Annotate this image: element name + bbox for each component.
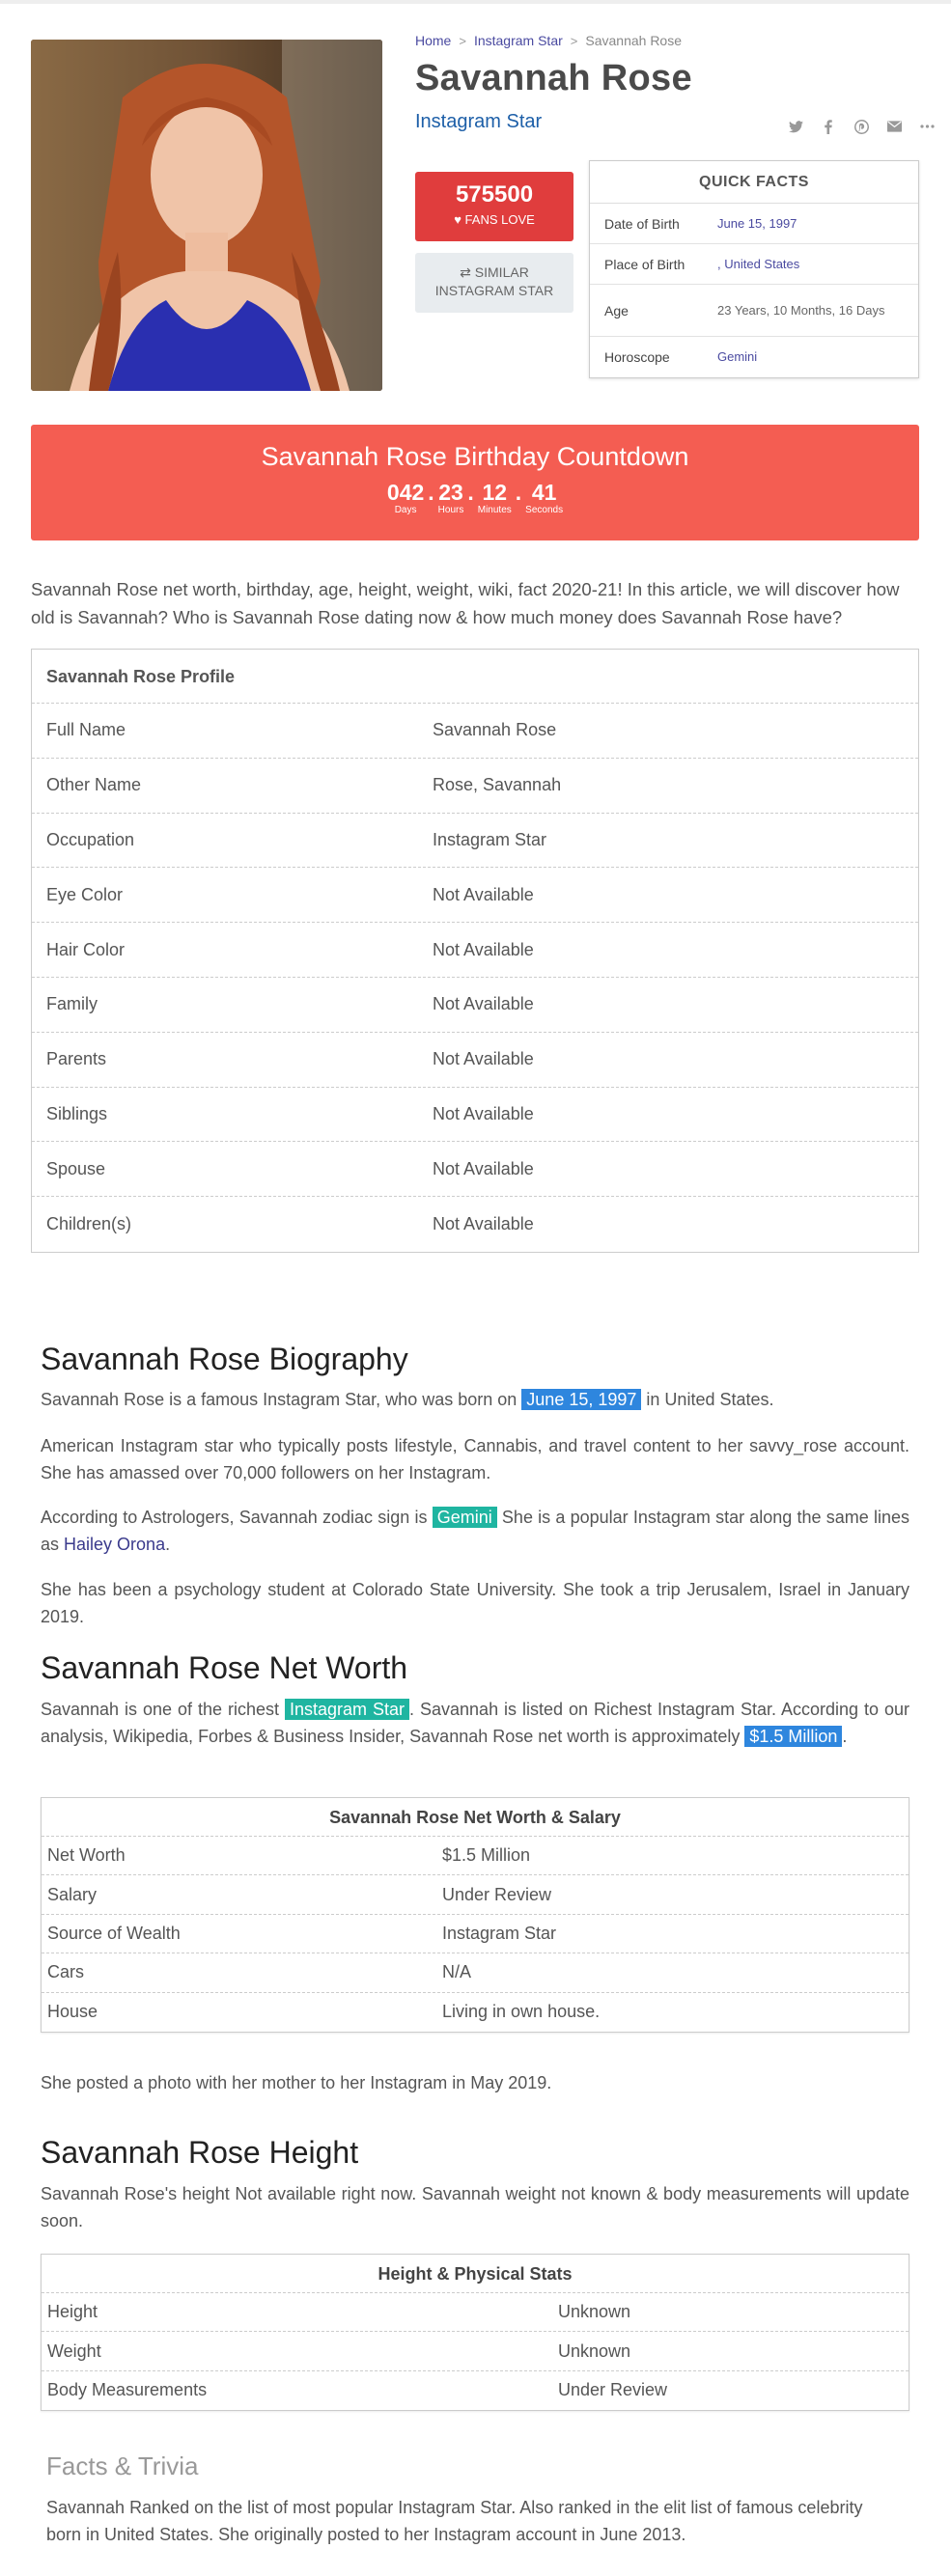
countdown-minutes-label: Minutes (477, 505, 512, 515)
table-row (32, 1088, 918, 1143)
fact-row-horoscope (590, 337, 918, 377)
fans-count: 575500 (455, 181, 534, 208)
row-label: Full Name (46, 720, 126, 740)
intro-paragraph: Savannah Rose net worth, birthday, age, height, weight, wiki, fact 2020-21! In this article, we will discover how old is Savannah? Who is Savannah Rose dating now & how much money does Savannah Rose have? (31, 579, 900, 627)
fact-value-age: 23 Years, 10 Months, 16 Days (717, 302, 885, 318)
breadcrumb-home-link[interactable]: Home (415, 33, 452, 48)
table-row (32, 759, 918, 814)
row-value: Unknown (558, 2341, 631, 2361)
row-label: Eye Color (46, 884, 124, 904)
page-title: Savannah Rose (415, 58, 692, 98)
row-value: Instagram Star (442, 1923, 557, 1943)
fact-label: Age (604, 302, 629, 319)
row-label: Salary (47, 1884, 98, 1904)
countdown-seconds (525, 480, 563, 515)
quick-facts-title: QUICK FACTS (590, 161, 918, 204)
countdown-hours-value: 23 (438, 480, 463, 505)
birthdate-highlight: June 15, 1997 (521, 1389, 641, 1410)
table-row (32, 704, 918, 759)
row-value: Under Review (442, 1884, 552, 1904)
quick-facts-box (589, 160, 919, 378)
fact-label: Horoscope (604, 349, 670, 365)
row-value: Not Available (433, 1103, 534, 1123)
zodiac-highlight: Gemini (433, 1507, 497, 1528)
fans-label-row (415, 212, 573, 227)
biography-p2: American Instagram star who typically posts lifestyle, Cannabis, and travel content to her savvy_rose account. She has amassed over 70,000 followers on her Instagram. (41, 1436, 909, 1482)
profession-link[interactable]: Instagram Star (415, 111, 543, 132)
row-label: Family (46, 994, 98, 1014)
profession-tag-link[interactable]: Instagram Star (285, 1699, 409, 1720)
table-row (32, 1142, 918, 1197)
row-label: Children(s) (46, 1214, 132, 1234)
row-label: Body Measurements (47, 2380, 208, 2400)
row-value: Not Available (433, 1158, 534, 1178)
row-value: Under Review (558, 2380, 668, 2400)
row-value: Rose, Savannah (433, 775, 562, 795)
networth-text: . Savannah is listed on Richest Instagram Star. According to our analysis, Wikipedia, Forbes & Business Insider, Savannah Rose net worth is approximately (41, 1700, 910, 1746)
height-paragraph: Savannah Rose's height Not available right now. Savannah weight not known & body measurements will update soon. (41, 2184, 909, 2230)
countdown-hours (438, 480, 464, 515)
fact-value-dob-link[interactable]: June 15, 1997 (717, 215, 797, 231)
similar-instagram-star-button[interactable] (415, 253, 573, 313)
row-label: Hair Color (46, 939, 126, 959)
more-icon[interactable] (918, 118, 936, 135)
networth-text: . (842, 1727, 848, 1746)
chevron-right-icon: > (570, 33, 578, 48)
breadcrumb-current: Savannah Rose (585, 33, 683, 48)
row-label: Source of Wealth (47, 1923, 181, 1943)
row-label: Spouse (46, 1158, 106, 1178)
row-value: Living in own house. (442, 2002, 601, 2022)
countdown-minutes (478, 480, 512, 515)
height-heading: Savannah Rose Height (41, 2135, 359, 2170)
networth-table-title: Savannah Rose Net Worth & Salary (42, 1798, 909, 1837)
row-value: Not Available (433, 939, 534, 959)
table-row (32, 1033, 918, 1088)
shuffle-icon: ⇄ (460, 264, 471, 280)
fact-value-horoscope-link[interactable]: Gemini (717, 349, 758, 364)
breadcrumb (415, 33, 682, 48)
countdown-seconds-label: Seconds (525, 505, 564, 515)
profile-table-title: Savannah Rose Profile (32, 650, 918, 704)
fact-row-age (590, 285, 918, 337)
bio-text: She is a popular Instagram star along the same lines as (41, 1508, 909, 1554)
row-label: House (47, 2002, 98, 2022)
countdown-days-label: Days (394, 505, 417, 515)
fact-value-pob-link[interactable]: , United States (717, 256, 800, 271)
trivia-paragraph: Savannah Ranked on the list of most popular Instagram Star. Also ranked in the elit list of famous celebrity born in United States. She originally posted to her Instagram account in June 2013. (46, 2498, 863, 2544)
row-label: Other Name (46, 775, 142, 795)
breadcrumb-category-link[interactable]: Instagram Star (473, 33, 563, 48)
row-label: Parents (46, 1049, 107, 1069)
top-border (0, 0, 951, 4)
table-row (42, 1953, 909, 1992)
countdown-hours-label: Hours (437, 505, 464, 515)
fact-label: Date of Birth (604, 215, 680, 232)
row-value: $1.5 Million (442, 1845, 531, 1866)
table-row (32, 923, 918, 978)
profile-table (31, 649, 919, 1253)
height-table-title: Height & Physical Stats (42, 2255, 909, 2293)
countdown-minutes-value: 12 (482, 480, 508, 505)
biography-p3 (41, 1504, 909, 1558)
fact-row-dob (590, 204, 918, 244)
twitter-icon[interactable] (787, 118, 804, 135)
email-icon[interactable] (885, 118, 903, 135)
biography-heading: Savannah Rose Biography (41, 1342, 408, 1376)
countdown-timer: 042 Days . 23 Hours . 12 Minutes . 41 Seconds (386, 480, 564, 515)
row-label: Occupation (46, 829, 135, 849)
fans-label: FANS LOVE (464, 212, 535, 227)
table-row (32, 1197, 918, 1252)
trivia-heading: Facts & Trivia (46, 2451, 199, 2480)
related-celebrity-link[interactable]: Hailey Orona (64, 1535, 166, 1554)
networth-text: Savannah is one of the richest (41, 1700, 280, 1719)
table-row (42, 2293, 909, 2332)
profile-photo (31, 40, 382, 391)
table-row (42, 1837, 909, 1875)
similar-category: INSTAGRAM STAR (434, 283, 554, 298)
row-label: Height (47, 2302, 98, 2322)
row-value: Not Available (433, 1214, 534, 1234)
row-value: N/A (442, 1962, 472, 1982)
row-value: Not Available (433, 884, 534, 904)
row-value: Savannah Rose (433, 720, 557, 740)
biography-p1 (41, 1386, 909, 1413)
table-row (32, 978, 918, 1033)
table-row (32, 868, 918, 923)
table-row (42, 1875, 909, 1914)
bio-text: . (165, 1535, 171, 1554)
networth-highlight: $1.5 Million (744, 1726, 842, 1747)
row-label: Net Worth (47, 1845, 126, 1866)
table-row (42, 2371, 909, 2410)
fact-label: Place of Birth (604, 256, 685, 272)
row-label: Cars (47, 1962, 85, 1982)
networth-paragraph (41, 1696, 909, 1750)
chevron-right-icon: > (459, 33, 466, 48)
biography-p4: She has been a psychology student at Colorado State University. She took a trip Jerusalem, Israel in January 2019. (41, 1580, 909, 1626)
bio-text: According to Astrologers, Savannah zodiac sign is (41, 1508, 428, 1527)
table-row (32, 814, 918, 869)
row-value: Not Available (433, 994, 534, 1014)
networth-table (41, 1797, 909, 2033)
table-row (42, 2332, 909, 2370)
row-value: Unknown (558, 2302, 631, 2322)
row-value: Not Available (433, 1049, 534, 1069)
countdown-title: Savannah Rose Birthday Countdown (261, 442, 689, 471)
height-table (41, 2254, 909, 2411)
pinterest-icon[interactable] (853, 118, 870, 135)
networth-heading: Savannah Rose Net Worth (41, 1650, 408, 1685)
similar-label: SIMILAR (474, 264, 529, 280)
table-row (42, 1915, 909, 1953)
fact-row-pob (590, 244, 918, 285)
facebook-icon[interactable] (820, 118, 837, 135)
row-value: Instagram Star (433, 829, 547, 849)
heart-icon: ♥ (454, 212, 462, 227)
networth-after-paragraph: She posted a photo with her mother to her Instagram in May 2019. (41, 2073, 552, 2092)
bio-text: Savannah Rose is a famous Instagram Star, who was born on (41, 1390, 517, 1409)
row-label: Siblings (46, 1103, 108, 1123)
countdown-days-value: 042 (386, 480, 425, 505)
fans-love-button[interactable] (415, 172, 573, 241)
share-bar (787, 118, 936, 135)
countdown-seconds-value: 41 (531, 480, 557, 505)
countdown-days (387, 480, 424, 515)
bio-text: in United States. (646, 1390, 774, 1409)
birthday-countdown (31, 425, 919, 540)
table-row (42, 1993, 909, 2032)
row-label: Weight (47, 2341, 101, 2361)
